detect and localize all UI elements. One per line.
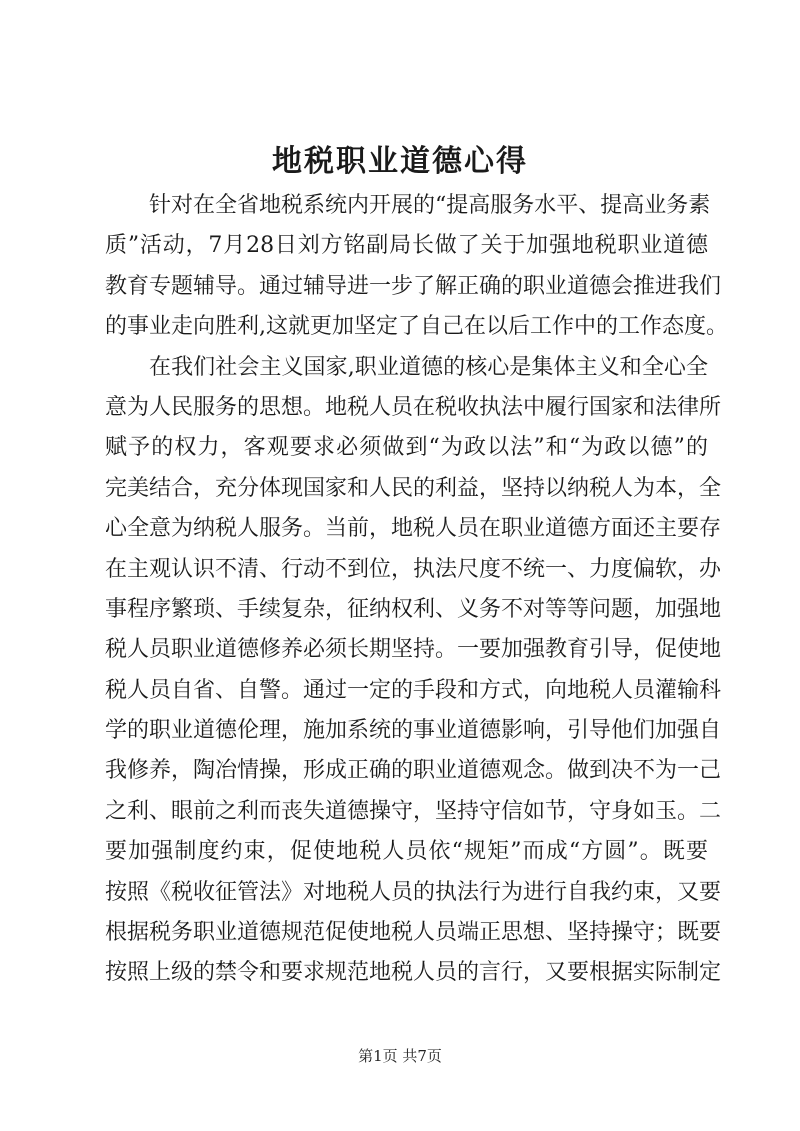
text-line: 在我们社会主义国家,职业道德的核心是集体主义和全心全	[149, 354, 708, 380]
text-line: 按照上级的禁令和要求规范地税人员的言行，又要根据实际制定	[105, 960, 722, 986]
text-line: 事程序繁琐、手续复杂，征纳权利、义务不对等等问题，加强地	[105, 596, 722, 622]
text-line: 心全意为纳税人服务。当前，地税人员在职业道德方面还主要存	[105, 516, 722, 542]
text-line: 完美结合，充分体现国家和人民的利益，坚持以纳税人为本，全	[105, 475, 722, 501]
text-line: 税人员职业道德修养必须长期坚持。一要加强教育引导，促使地	[105, 637, 722, 663]
page-title: 地税职业道德心得	[272, 144, 528, 179]
text-line: 要加强制度约束，促使地税人员依“规矩”而成“方圆”。既要	[105, 839, 708, 865]
text-line: 之利、眼前之利而丧失道德操守，坚持守信如节，守身如玉。二	[105, 798, 722, 824]
text-line: 意为人民服务的思想。地税人员在税收执法中履行国家和法律所	[105, 394, 722, 420]
text-line: 我修养，陶冶情操，形成正确的职业道德观念。做到决不为一己	[105, 758, 722, 784]
text-line: 质”活动，7月28日刘方铭副局长做了关于加强地税职业道德	[105, 233, 708, 259]
text-line: 按照《税收征管法》对地税人员的执法行为进行自我约束，又要	[105, 879, 722, 905]
text-line: 在主观认识不清、行动不到位，执法尺度不统一、力度偏软，办	[105, 556, 722, 582]
text-line: 教育专题辅导。通过辅导进一步了解正确的职业道德会推进我们	[105, 273, 722, 299]
page-number: 第1页 共7页	[358, 1047, 442, 1065]
text-line: 赋予的权力，客观要求必须做到“为政以法”和“为政以德”的	[105, 435, 708, 461]
text-line: 税人员自省、自警。通过一定的手段和方式，向地税人员灌输科	[105, 677, 722, 703]
text-line: 学的职业道德伦理，施加系统的事业道德影响，引导他们加强自	[105, 718, 722, 744]
text-line: 根据税务职业道德规范促使地税人员端正思想、坚持操守；既要	[105, 920, 722, 946]
text-line: 针对在全省地税系统内开展的“提高服务水平、提高业务素	[149, 193, 711, 218]
document-body	[105, 186, 728, 994]
text-line: 的事业走向胜利,这就更加坚定了自己在以后工作中的工作态度。	[105, 314, 728, 340]
